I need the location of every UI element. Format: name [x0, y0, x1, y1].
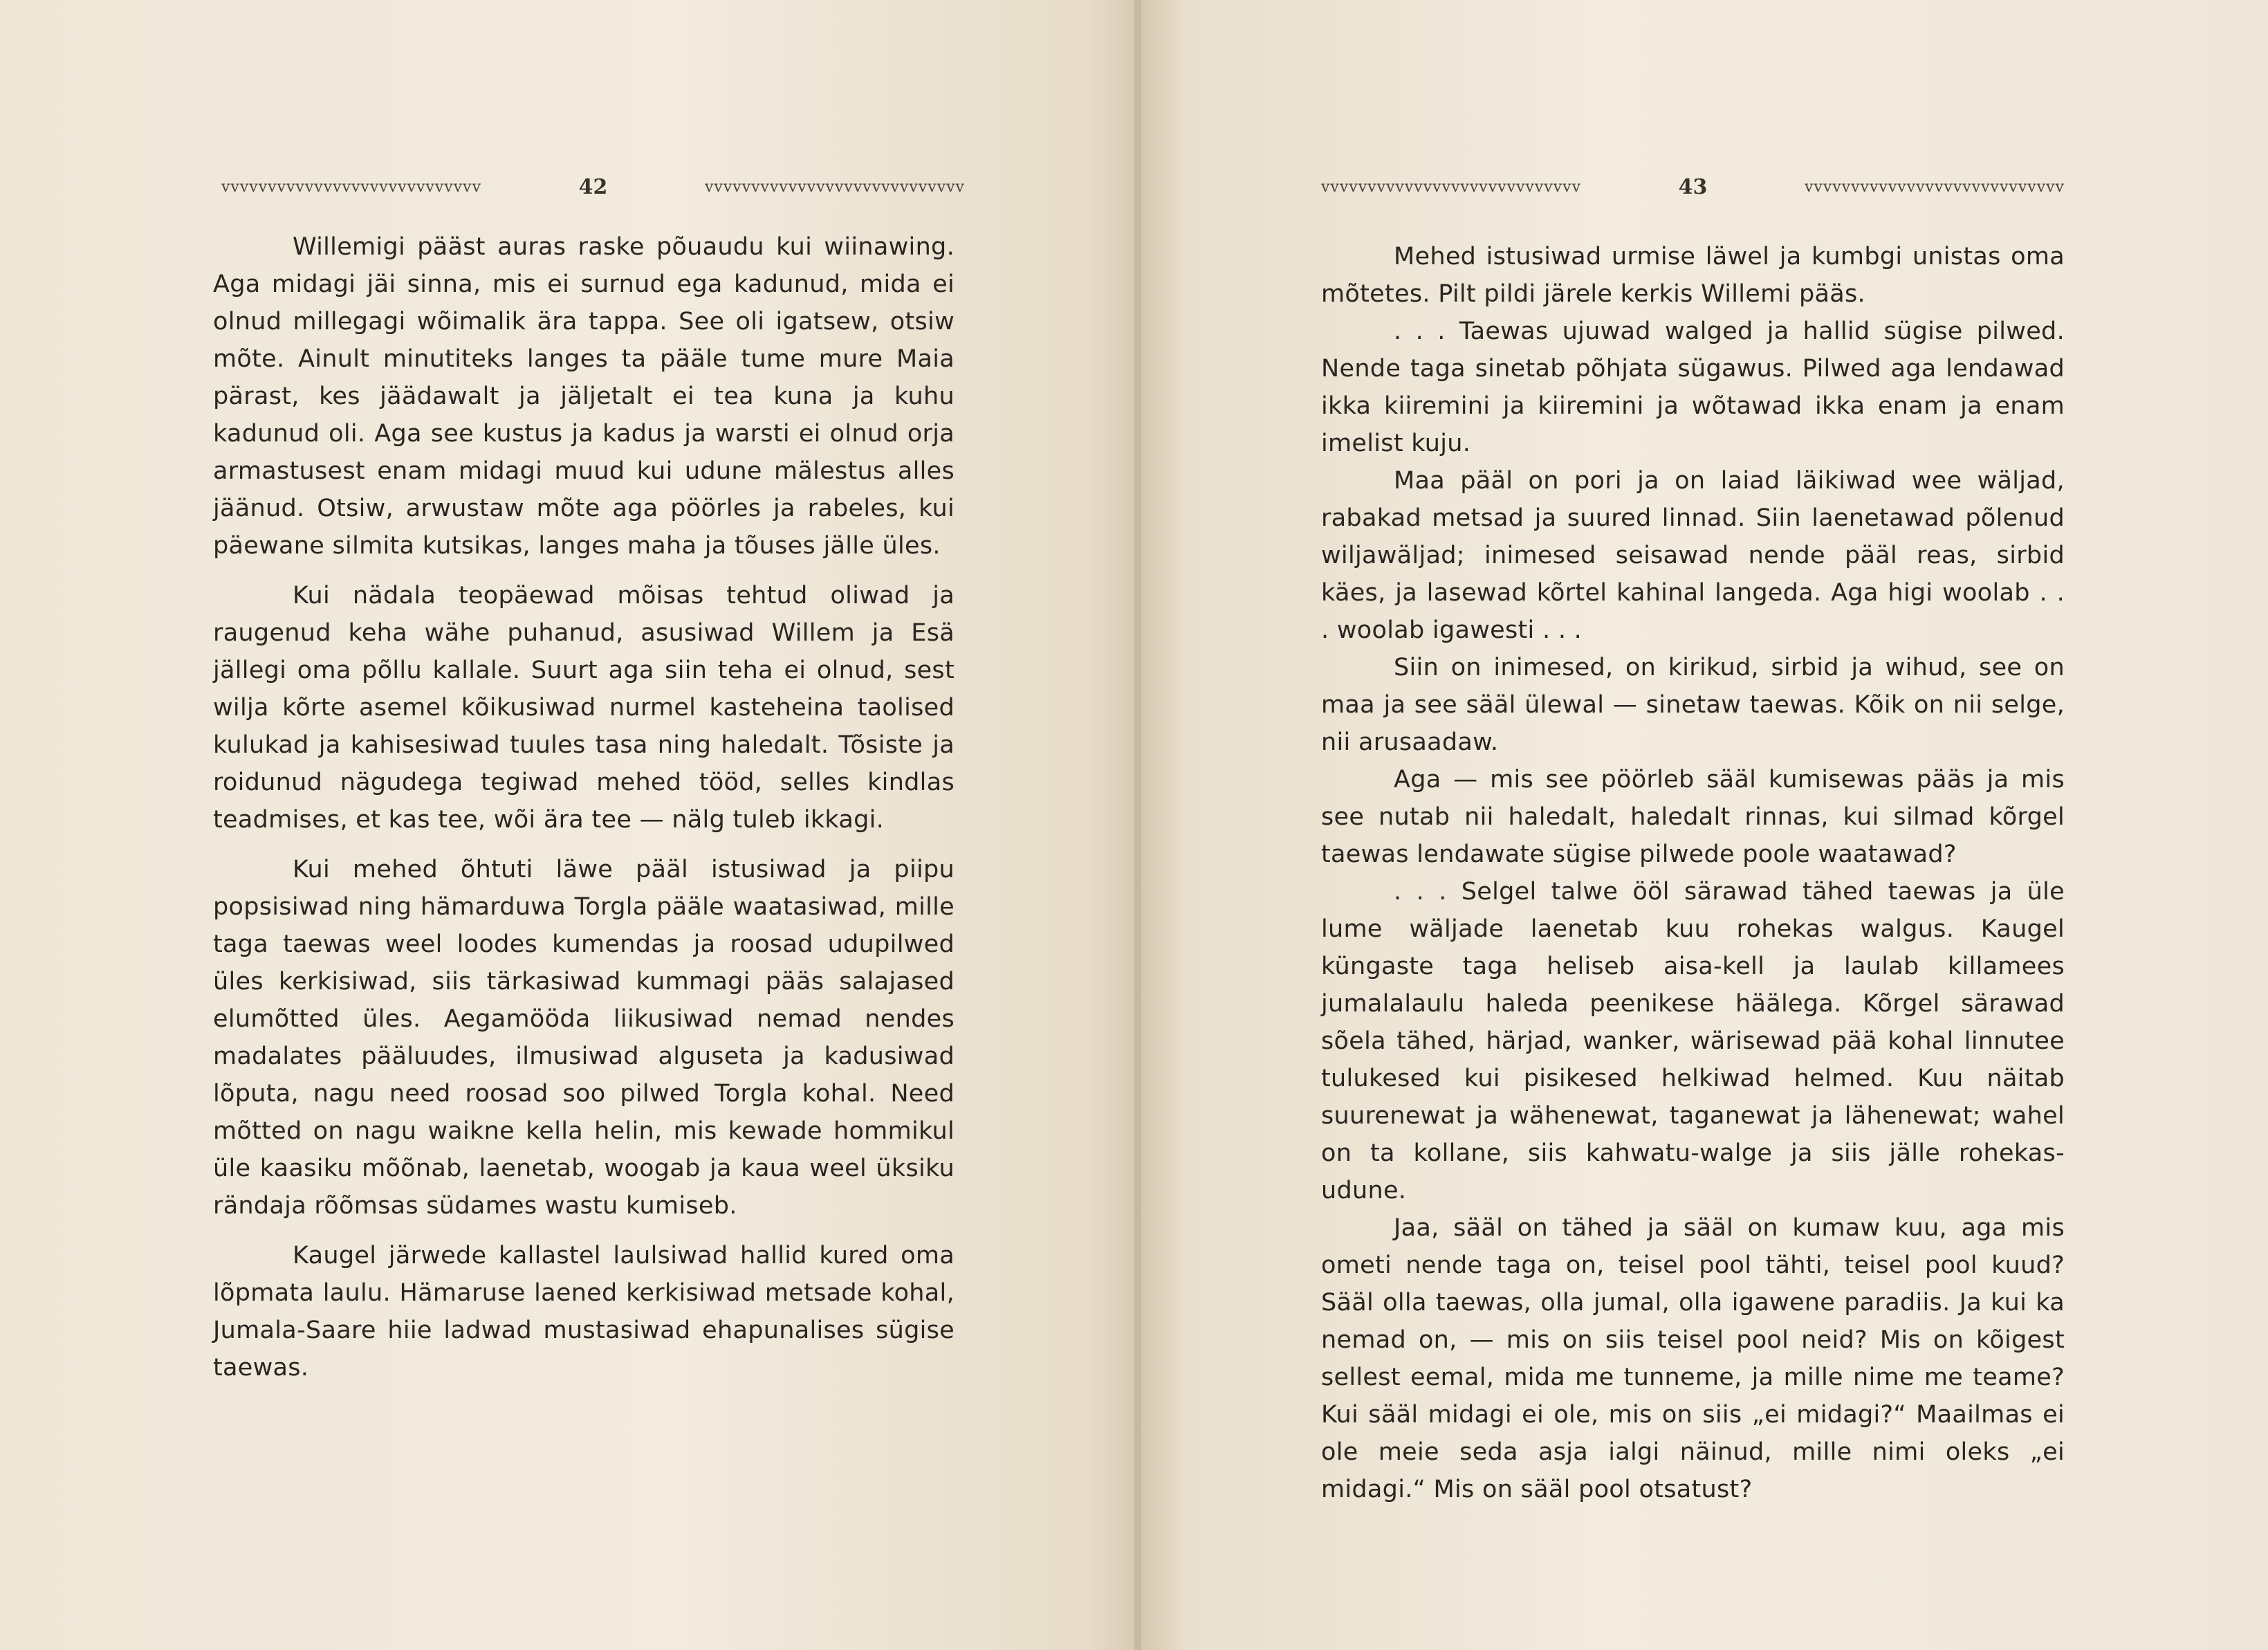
left-page-body [213, 228, 955, 1386]
right-page-body [1321, 238, 2065, 1508]
left-ornament-rule-1: vvvvvvvvvvvvvvvvvvvvvvvvvvvv [221, 178, 482, 196]
paragraph: Kui mehed õhtuti läwe pääl istusiwad ja piipu popsisiwad ning hämarduwa Torgla pääle waatasiwad, mille taga taewas weel loodes kumendas ja roosad udupilwed üles kerkisiwad, siis tärkasiwad kummagi pääs salajased elumõtted üles. Aegamööda liikusiwad nemad nendes madalates pääluudes, ilmusiwad alguseta ja kadusiwad lõputa, nagu need roosad soo pilwed Torgla kohal. Need mõtted on nagu waikne kella helin, mis kewade hommikul üle kaasiku mõõnab, laenetab, woogab ja kaua weel üksiku rändaja rõõmsas südames wastu kumiseb. [213, 856, 955, 1220]
right-ornament-rule-2: vvvvvvvvvvvvvvvvvvvvvvvvvvvv [1804, 178, 2065, 196]
paragraph: Aga — mis see pöörleb sääl kumisewas pääs ja mis see nutab nii haledalt, haledalt rinnas, kui silmad kõrgel taewas lendawate sügise pilwede poole waatawad? [1321, 766, 2065, 868]
book-gutter [1134, 0, 1141, 1650]
paragraph: Jaa, sääl on tähed ja sääl on kumaw kuu, aga mis ometi nende taga on, teisel pool tähti, teisel pool kuud? Sääl olla taewas, olla jumal, olla igawene paradiis. Ja kui ka nemad on, — mis on siis teisel pool neid? Mis on kõigest sellest eemal, mida me tunneme, ja mille nime me teame? Kui sääl midagi ei ole, mis on siis „ei midagi?“ Maailmas ei ole meie seda asja ialgi näinud, mille nimi oleks „ei midagi.“ Mis on sääl pool otsatust? [1321, 1214, 2065, 1503]
paragraph: Kaugel järwede kallastel laulsiwad hallid kured oma lõpmata laulu. Hämaruse laened kerkisiwad metsade kohal, Jumala-Saare hiie ladwad mustasiwad ehapunalises sügise taewas. [213, 1242, 955, 1382]
paragraph: Willemigi pääst auras raske põuaudu kui wiinawing. Aga midagi jäi sinna, mis ei surnud ega kadunud, mida ei olnud millegagi wõimalik ära tappa. See oli igatsew, otsiw mõte. Ainult minutiteks langes ta pääle tume mure Maia pärast, kes jäädawalt ja jäljetalt ei tea kuna ja kuhu kadunud oli. Aga see kustus ja kadus ja warsti ei olnud orja armastusest enam midagi muud kui udune mälestus alles jäänud. Otsiw, arwustaw mõte aga pöörles ja rabeles, kui päewane silmita kutsikas, langes maha ja tõuses jälle üles. [213, 233, 955, 560]
right-page-number: 43 [1678, 174, 1708, 199]
left-page-number: 42 [578, 174, 608, 199]
paragraph: Maa pääl on pori ja on laiad läikiwad wee wäljad, rabakad metsad ja suured linnad. Siin laenetawad põlenud wiljawäljad; inimesed seisawad nende pääl reas, sirbid käes, ja lasewad kõrtel kahinal langeda. Aga higi woolab . . . woolab igawesti . . . [1321, 467, 2065, 644]
paragraph: Kui nädala teopäewad mõisas tehtud oliwad ja raugenud keha wähe puhanud, asusiwad Willem ja Esä jällegi oma põllu kallale. Suurt aga siin teha ei olnud, sest wilja kõrte asemel kõikusiwad nurmel kasteheina taolised kulukad ja kahisesiwad tuules tasa ning haledalt. Tõsiste ja roidunud nägudega tegiwad mehed tööd, selles kindlas teadmises, et kas tee, wõi ära tee — nälg tuleb ikkagi. [213, 582, 955, 834]
right-running-head [1321, 173, 2065, 201]
paragraph: . . . Taewas ujuwad walged ja hallid sügise pilwed. Nende taga sinetab põhjata sügawus. Pilwed aga lendawad ikka kiiremini ja kiiremini ja wõtawad ikka enam ja enam imelist kuju. [1321, 318, 2065, 457]
left-running-head [221, 173, 965, 201]
paragraph: . . . Selgel talwe ööl särawad tähed taewas ja üle lume wäljade laenetab kuu rohekas walgus. Kaugel küngaste taga heliseb aisa-kell ja laulab killamees jumalalaulu haleda peenikese häälega. Kõrgel särawad sõela tähed, härjad, wanker, wärisewad pää kohal linnutee tulukesed kui pisikesed helkiwad helmed. Kuu näitab suurenewat ja wähenewat, taganewat ja lähenewat; wahel on ta kollane, siis kahwatu-walge ja siis jälle rohekas-udune. [1321, 878, 2065, 1204]
paragraph: Mehed istusiwad urmise läwel ja kumbgi unistas oma mõtetes. Pilt pildi järele kerkis Willemi pääs. [1321, 243, 2065, 308]
left-ornament-rule-2: vvvvvvvvvvvvvvvvvvvvvvvvvvvv [704, 178, 965, 196]
paragraph: Siin on inimesed, on kirikud, sirbid ja wihud, see on maa ja see sääl ülewal — sinetaw taewas. Kõik on nii selge, nii arusaadaw. [1321, 654, 2065, 756]
right-ornament-rule-1: vvvvvvvvvvvvvvvvvvvvvvvvvvvv [1321, 178, 1582, 196]
